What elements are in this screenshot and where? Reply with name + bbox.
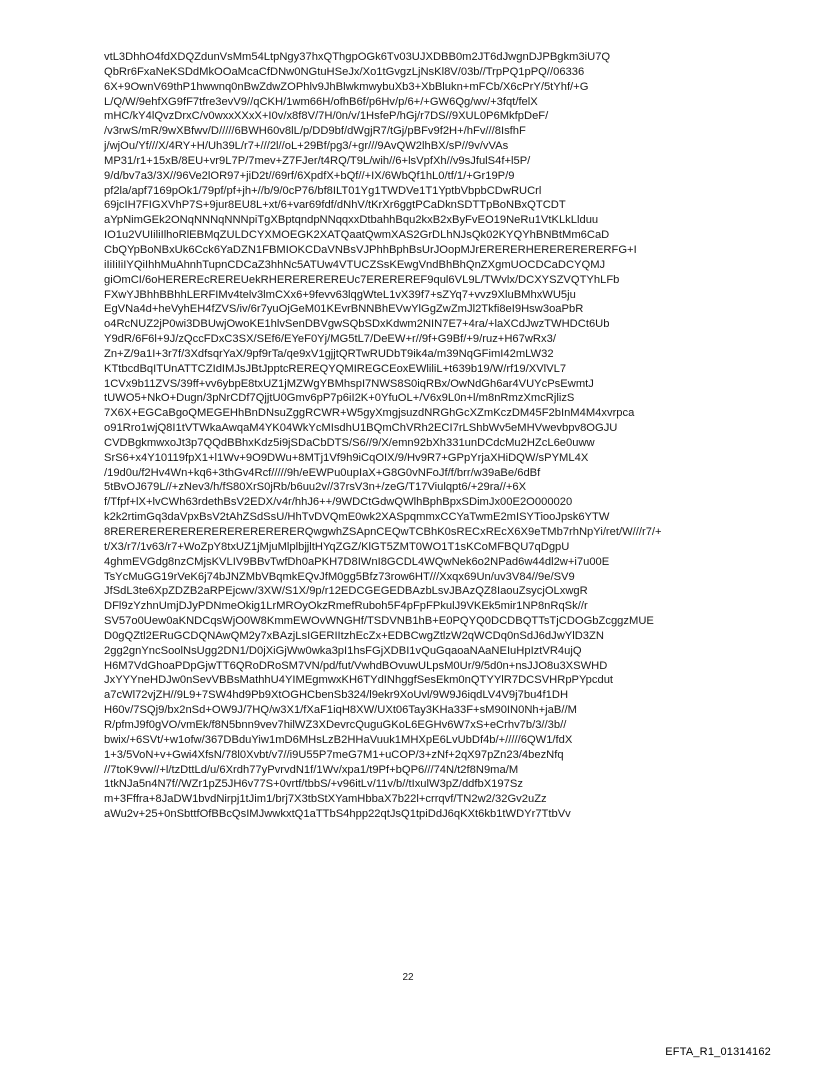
text-line: t/X3/r7/1v63/r7+WoZpY8txUZ1jMjuMlplbjjltHYqZGZ/KlGT5ZMT0WO1T1sKCoMFBQU7qDgpU xyxy=(104,540,570,553)
text-line: R/pfmJ9f0gVO/vmEk/f8N5bnn9vev7hilWZ3XDevrcQuguGKoL6EGHv6W7xS+eCrhv7b/3//3b// xyxy=(104,718,567,731)
text-line: TsYcMuGG19rVeK6j74bJNZMbVBqmkEQvJfM0gg5Bfz73row6HT///Xxqx69Un/uv3V84//9e/SV9 xyxy=(104,570,575,583)
page-number: 22 xyxy=(402,972,414,983)
text-line: H60v/7SQj9/bx2nSd+OW9J/7HQ/w3X1/fXaF1iqH8XW/UXt06Tay3KHa33F+sM90IN0Nh+jaB//M xyxy=(104,704,577,717)
encoded-text-block xyxy=(104,50,704,822)
text-line: 9/d/bv7a3/3X//96Ve2lOR97+jiD2t//69rf/6XpdfX+bQf//+IX/6WbQf1hL0/tf/1/+Gr19P/9 xyxy=(104,169,515,182)
text-line: tUWO5+NkO+Dugn/3pNrCDf7QjjtU0Gmv6pP7p6iI2K+0YfuOL+/V6x9L0n+l/m8nRmzXmcRjlizS xyxy=(104,392,575,405)
text-line: 1tkNJa5n4N7f//WZr1pZ5JH6v77S+0vrtf/tbbS/+v96itLv/11v/b//tIxulW3pZ/ddfbX197Sz xyxy=(104,778,523,791)
text-line: m+3Fffra+8JaDW1bvdNirpj1tJim1/brj7X3tbStXYamHbbaX7b22l+crrqvf/TN2w2/32Gv2uZz xyxy=(104,793,547,806)
text-line: 5tBvOJ679L//+zNev3/h/fS80XrS0jRb/b6uu2v//37rsV3n+/zeG/T17Viulqpt6/+29ra//+6X xyxy=(104,481,527,494)
text-line: k2k2rtimGq3daVpxBsV2tAhZSdSsU/HhTvDVQmE0wk2XASpqmmxCCYaTwmE2mISYTiooJpsk6YTW xyxy=(104,511,610,524)
text-line: Y9dR/6F6l+9J/zQccFDxC3SX/SEf6/EYeF0Yj/MG5tL7/DeEW+r//9f+G9Bf/+9/ruz+H67wRx3/ xyxy=(104,333,556,346)
text-line: j/wjOu/Yf///X/4RY+H/Uh39L/r7+///2l//oL+29Bf/pg3/+gr///9AvQW2lhBX/sP//9v/vVAs xyxy=(104,140,509,153)
text-line: D0gQZtl2ERuGCDQNAwQM2y7xBAzjLsIGERIItzhEcZx+EDBCwgZtlzW2qWCDq0nSdJ6dJwYlD3ZN xyxy=(104,629,604,642)
text-line: CbQYpBoNBxUk6Cck6YaDZN1FBMIOKCDaVNBsVJPhhBphBsUrJOopMJrERERERHERERERERERFG+I xyxy=(104,243,637,256)
text-line: IO1u2VUIiliIlhoRlEBMqZULDCYXMOEGK2XATQaatQwmXAS2GrDLhNJsQk02KYQYhBNBtMm6CaD xyxy=(104,229,610,242)
text-line: QbRr6FxaNeKSDdMkOOaMcaCfDNw0NGtuHSeJx/Xo1tGvgzLjNsKl8V/03b//TrpPQ1pPQ//06336 xyxy=(104,65,585,78)
text-line: MP31/r1+15xB/8EU+vr9L7P/7mev+Z7FJer/t4RQ/T9L/wih//6+lsVpfXh//v9sJfulS4f+l5P/ xyxy=(104,154,531,167)
text-line: //7toK9vw//+l/tzDttLd/u/6Xrdh77yPvrvdN1f/1Wv/xpa1/t9Pf+bQP6///74N/t2f8N9ma/M xyxy=(104,763,519,776)
text-line: Zn+Z/9a1I+3r7f/3XdfsqrYaX/9pf9rTa/qe9xV1gjjtQRTwRUDbT9ik4a/m39NqGFimI42mLW32 xyxy=(104,347,554,360)
text-line: JxYYYneHDJw0nSevVBBsMathhU4YIMEgmwxKH6TYdINhggfSesEkm0nQTYYlR7DCSVHRpPYpcdut xyxy=(104,674,614,687)
text-line: /19d0u/f2Hv4Wn+kq6+3thGv4Rcf/////9h/eEWPu0upIaX+G8G0vNFoJf/f/brr/w39aBe/6dBf xyxy=(104,466,541,479)
text-line: 8RERERERERERERERERERERERERQwgwhZSApnCEQwTCBhK0sRECxREcX6X9eTMb7rhNpYi/ret/W///r7/+ xyxy=(104,526,662,538)
text-line: /v3rwS/mR/9wXBfwv/D/////6BWH60v8lL/p/DD9bf/dWgjR7/tGj/pBFv9f2H+/hFv///8IsfhF xyxy=(104,125,526,138)
text-line: 69jcIH7FIGXVhP7S+9jur8EU8L+xt/6+var69fdf/dNhV/tKrXr6ggtPCaDknSDTTpBoNBxQTCDT xyxy=(104,199,566,212)
text-line: vtL3DhhO4fdXDQZdunVsMm54LtpNgy37hxQThgpOGk6Tv03UJXDBB0m2JT6dJwgnDJPBgkm3iU7Q xyxy=(104,51,611,63)
text-line: aYpNimGEk2ONqNNNqNNNpiTgXBptqndpNNqqxxDtbahhBqu2kxB2xByFvEO19NeRu1VtKLkLlduu xyxy=(104,214,599,227)
text-line: mHC/kY4lQvzDrxC/v0wxxXXxX+I0v/x8f8V/7H/0n/v/1HsfeP/hGj/r7DS//9XUL0P6MkfpDeF/ xyxy=(104,110,549,123)
text-line: L/Q/W/9ehfXG9fF7tfre3evV9//qCKH/1wm66H/ofhB6f/p6Hv/p/6+/+GW6Qg/wv/+3fqt/felX xyxy=(104,95,538,108)
text-line: EgVNa4d+heVyhEH4fZVS/iv/6r7yuOjGeM01KEvrBNNBhEVwYlGgZwZmJl2Tkfi8eI9Hsw3oaPbR xyxy=(104,303,584,316)
text-line: o4RcNUZ2jP0wi3DBUwjOwoKE1hlvSenDBVgwSQbSDxKdwm2NIN7E7+4ra/+laXCdJwzTWHDCt6Ub xyxy=(104,318,610,331)
text-line: 2gg2gnYncSoolNsUgg2DN1/D0jXiGjWw0wka3pI1hsFGjXDBI1vQuGqaoaNAaNEIuHpIztVR4ujQ xyxy=(104,644,582,657)
text-line: SrS6+x4Y10119fpX1+l1Wv+9O9DWu+8MTj1Vf9h9iCqOIX/9/Hv9R7+GPpYrjaXHiDQW/sPYML4X xyxy=(104,451,589,464)
text-line: 7X6X+EGCaBgoQMEGEHhBnDNsuZggRCWR+W5gyXmgjsuzdNRGhGcXZmKczDM45F2bInM4M4xvrpca xyxy=(104,407,635,420)
text-line: o91Rro1wjQ8I1tVTWkaAwqaM4YK04WkYcMIsdhU1BQmChVRh2ECI7rLShbWv5eMHVwevbpv8OGJU xyxy=(104,422,618,435)
text-line: FXwYJBhhBBhhLERFIMv4telv3lmCXx6+9fevv63lqgWteL1vX39f7+sZYq7+vvz9XluBMhxWU5ju xyxy=(104,288,576,301)
text-line: bwix/+6SVt/+w1ofw/367DBduYiw1mD6MHsLzB2HHaVuuk1MHXpE6LvUbDf4b/+/////6QW1/fdX xyxy=(104,733,573,746)
text-line: 6X+9OwnV69thP1hwwnq0nBwZdwZOPhlv9JhBlwkmwybuXb3+XbBlukn+mFCb/X6cPrY/5tYhf/+G xyxy=(104,80,589,93)
text-line: JfSdL3te6XpZDZB2aRPEjcwv/3XW/S1X/9p/r12EDCGEGEDBAzbLsvJBAzQZ8IaouZsycjOLxwgR xyxy=(104,585,588,598)
text-line: 1+3/5VoN+v+Gwi4XfsN/78l0Xvbt/v7//i9U55P7meG7M1+uCOP/3+zNf+2qX97pZn23/4bezNfq xyxy=(104,748,564,761)
text-line: SV57o0Uew0aKNDCqsWjO0W8KmmEWOvWNGHf/TSDVNB1hB+E0PQYQ0DCDBQTTsTjCDOGbZcggzMUE xyxy=(104,615,654,628)
text-line: giOmCI/6oHEREREcREREUekRHEREREREREUc7EREREREF9qul6VL9L/TWvlx/DCXYSZVQTYhLFb xyxy=(104,273,620,286)
text-line: iIiIiIiIYQiIhhMuAhnhTupnCDCaZ3hhNc5ATUw4VTUCZSsKEwgVndBhBhQnZXgmUOCDCaDCYQMJ xyxy=(104,258,606,271)
text-line: a7cWl72vjZH//9L9+7SW4hd9Pb9XtOGHCbenSb324/l9ekr9XoUvl/9W9J6iqdLV4V9j7bu4f1DH xyxy=(104,689,569,702)
text-line: H6M7VdGhoaPDpGjwTT6QRoDRoSM7VN/pd/fut/VwhdBOvuwULpsM0Ur/9/5d0n+nsJJO8u3XSWHD xyxy=(104,659,608,672)
text-line: 4ghmEVGdg8nzCMjsKVLIV9BBvTwfDh0aPKH7D8IWnI8GCDL4WQwNek6o2NPad6w44dl2w+i7u00E xyxy=(104,555,610,568)
text-line: 1CVx9b11ZVS/39ff+vv6ybpE8txUZ1jMZWgYBMhspI7NWS8S0iqRBx/OwNdGh6ar4VUYcPsEwmtJ xyxy=(104,377,594,390)
text-line: KTtbcdBqITUnATTCZIdIMJsJBtJpptcREREQYQMIREGCEoxEWliliL+t639b19/W/rf19/XVlVL7 xyxy=(104,362,567,375)
text-line: CVDBgkmwxoJt3p7QQdBBhxKdz5i9jSDaCbDTS/S6//9/X/emn92bXh331unDCdcMu2HZcL6e0uww xyxy=(104,436,595,449)
text-line: DFl9zYzhnUmjDJyPDNmeOkig1LrMROyOkzRmefRuboh5F4pFpFPkulJ9VKEk5mir1NP8nRqSk//r xyxy=(104,600,588,613)
text-line: pf2la/apf7169pOk1/79pf/pf+jh+//b/9/0cP76/bf8ILT01Yg1TWDVe1T1YptbVbpbCDwRUCrl xyxy=(104,184,542,197)
text-line: aWu2v+25+0nSbttfOfBBcQsIMJwwkxtQ1aTTbS4hpp22qtJsQ1tpiDdJ6qKXt6kb1tWDYr7TtbVv xyxy=(104,808,571,821)
bates-number: EFTA_R1_01314162 xyxy=(665,1046,771,1058)
text-line: f/Tfpf+lX+lvCWh63rdethBsV2EDX/v4r/hhJ6++/9WDCtGdwQWlhBphBpxSDimJx00E2O000020 xyxy=(104,496,573,509)
